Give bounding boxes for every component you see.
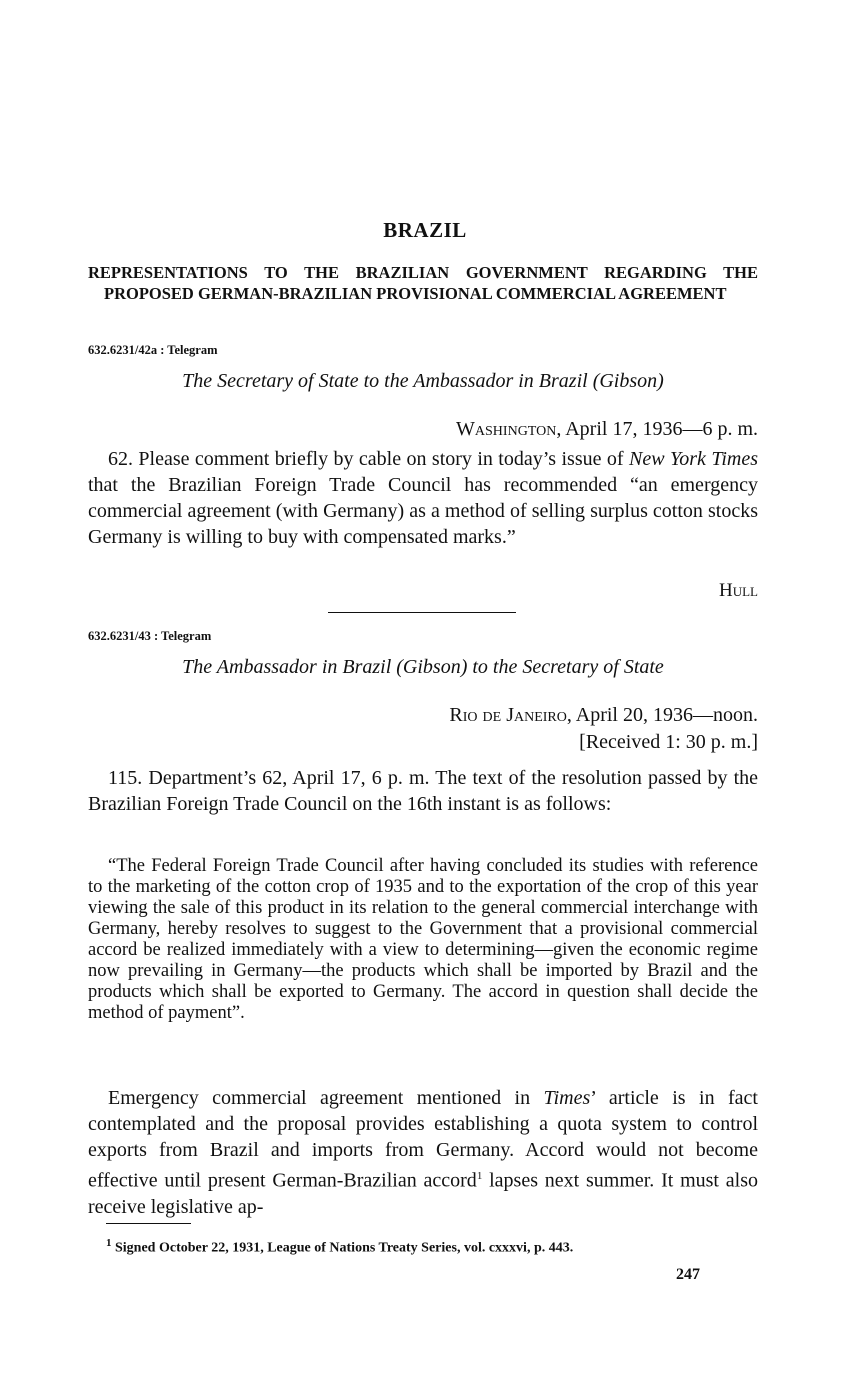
- doc2-date: , April 20, 1936—noon.: [566, 704, 758, 726]
- doc1-number: 62.: [108, 448, 133, 470]
- doc1-signature: Hull: [719, 580, 758, 601]
- doc2-para2-c: lapses next summer. It must also receive legislative ap-: [88, 1169, 758, 1218]
- footnote-mark: 1: [106, 1237, 112, 1249]
- doc1-dateline: [456, 418, 758, 441]
- doc2-place: Rio de Janeiro: [449, 704, 567, 726]
- doc2-received: [Received 1: 30 p. m.]: [579, 731, 758, 753]
- footnote-text: Signed October 22, 1931, League of Nations Treaty Series, vol. cxxxvi, p. 443.: [111, 1240, 574, 1256]
- page-number: 247: [676, 1266, 700, 1283]
- doc2-para2-times: Times: [543, 1087, 591, 1109]
- section-title: REPRESENTATIONS TO THE BRAZILIAN GOVERNMENT REGARDING THE PROPOSED GERMAN-BRAZILIAN PROVISIONAL COMMERCIAL AGREEMENT: [88, 263, 758, 303]
- doc2-heading: The Ambassador in Brazil (Gibson) to the Secretary of State: [182, 656, 664, 678]
- doc2-para2-a: Emergency commercial agreement mentioned in: [108, 1087, 544, 1109]
- doc2-quoted-resolution: [88, 856, 758, 1024]
- doc2-para2-b: ’ article is in fact contemplated and the proposal provides establishing a quota system to control exports from Brazil and imports from Germany. Accord would not become effective until present German-Brazilian accord: [88, 1087, 758, 1192]
- doc2-paragraph-1: [88, 765, 758, 817]
- doc1-body: [88, 446, 758, 550]
- doc1-file-reference: 632.6231/42a : Telegram: [88, 343, 218, 357]
- doc1-place: Washington: [456, 418, 557, 440]
- doc2-file-reference: 632.6231/43 : Telegram: [88, 629, 212, 643]
- doc1-newspaper: New York Times: [628, 448, 758, 470]
- doc1-date: , April 17, 1936—6 p. m.: [556, 418, 758, 440]
- doc2-dateline: [449, 704, 758, 727]
- doc2-paragraph-1-text: 115. Department’s 62, April 17, 6 p. m. The text of the resolution passed by the Brazilian Foreign Trade Council on the 16th instant is as follows:: [88, 767, 758, 815]
- document-divider: [328, 612, 516, 613]
- footnote-reference-mark: 1: [476, 1170, 483, 1182]
- country-heading: BRAZIL: [383, 218, 467, 242]
- footnote: [106, 1237, 756, 1257]
- doc1-text-b: that the Brazilian Foreign Trade Council has recommended “an emergency commercial agreement (with Germany) as a method of selling surplus cotton stocks Germany is willing to buy with compensated marks.”: [88, 474, 758, 548]
- doc2-paragraph-2: [88, 1085, 758, 1220]
- doc2-quote-text: “The Federal Foreign Trade Council after having concluded its studies with reference to the marketing of the cotton crop of 1935 and to the exportation of the crop of this year viewing the sale of this product in its relation to the general commercial interchange with Germany, hereby resolves to suggest to the Government that a provisional commercial accord be realized immediately with a view to determining—given the economic regime now prevailing in Germany—the products which shall be imported by Brazil and the products which shall be exported to Germany. The accord in question shall decide the method of payment”.: [88, 856, 758, 1023]
- doc1-heading: The Secretary of State to the Ambassador in Brazil (Gibson): [182, 370, 664, 392]
- footnote-rule: [106, 1223, 191, 1224]
- doc1-text-a: Please comment briefly by cable on story in today’s issue of: [133, 448, 629, 470]
